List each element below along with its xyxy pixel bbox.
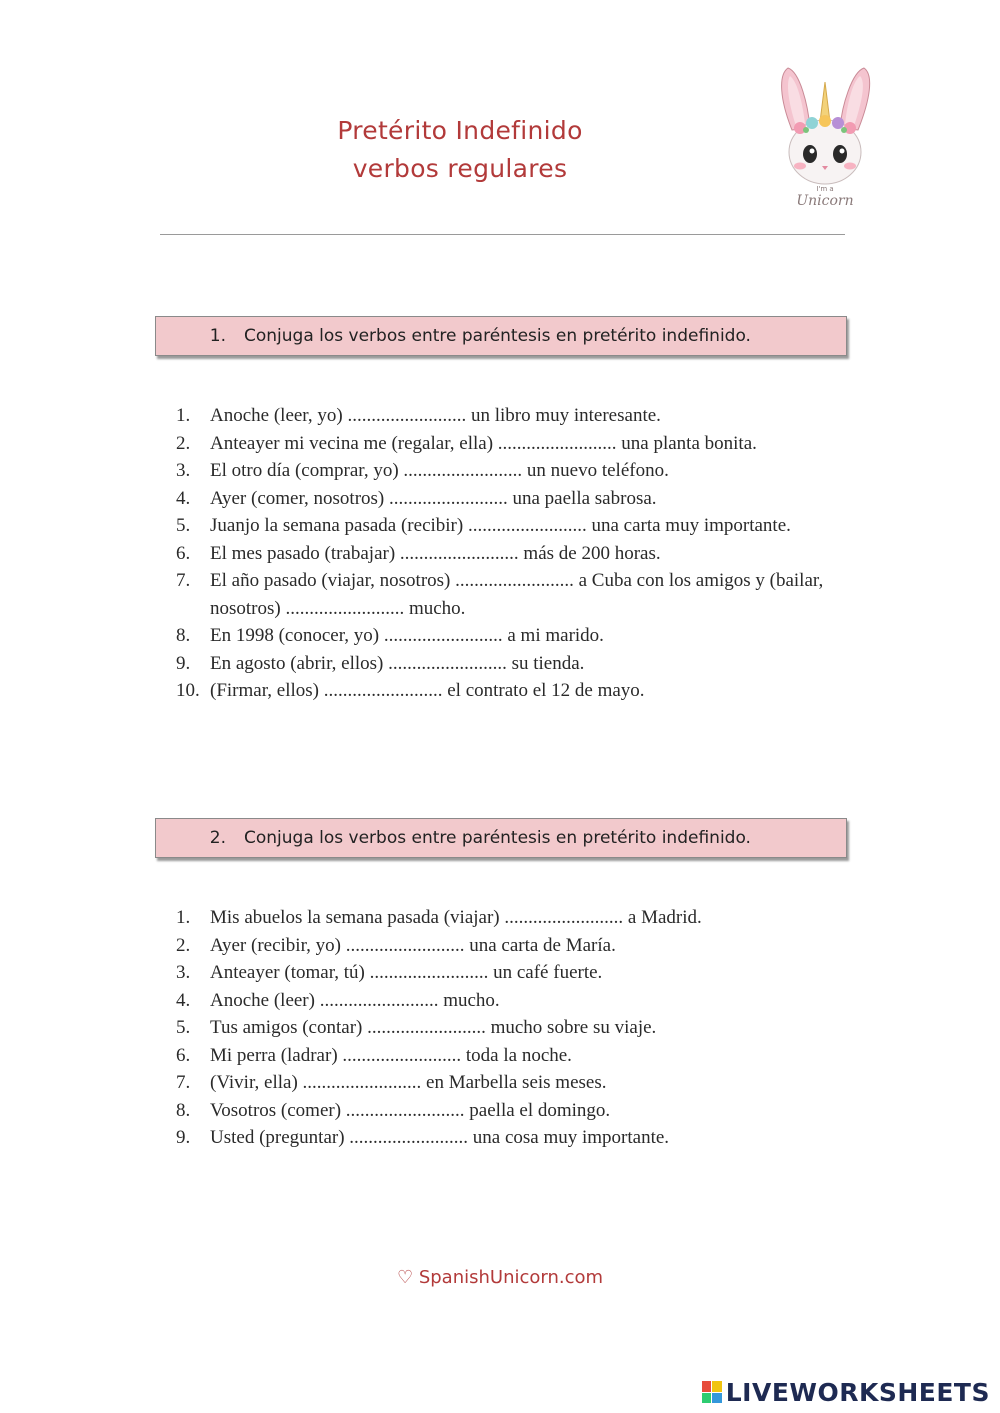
list-item: 5. Juanjo la semana pasada (recibir) ......................... una carta muy importante. bbox=[176, 515, 791, 536]
exercise-2-instruction-box bbox=[155, 818, 847, 858]
logo-text: Unicorn bbox=[796, 193, 854, 209]
exercise-2-number: 2. bbox=[209, 828, 226, 848]
list-item: 9. Usted (preguntar) ......................... una cosa muy importante. bbox=[176, 1127, 670, 1148]
list-item: 1. Mis abuelos la semana pasada (viajar) ......................... a Madrid. bbox=[176, 907, 702, 928]
unicorn-bunny-logo bbox=[770, 60, 880, 210]
list-item: 1. Anoche (leer, yo) ......................... un libro muy interesante. bbox=[176, 405, 661, 426]
list-item: 6. El mes pasado (trabajar) ......................... más de 200 horas. bbox=[176, 542, 661, 564]
list-item: 7. El año pasado (viajar, nosotros) ......................... a Cuba con los amigos y (bailar, nosotros) ......................... mucho. bbox=[176, 570, 824, 619]
exercise-2-list bbox=[176, 904, 866, 1152]
liveworksheets-wordmark: LIVEWORKSHEETS bbox=[725, 1377, 990, 1407]
list-item: 3. Anteayer (tomar, tú) ......................... un café fuerte. bbox=[176, 962, 603, 983]
exercise-1-instruction-box bbox=[155, 316, 847, 356]
list-item: 4. Ayer (comer, nosotros) ......................... una paella sabrosa. bbox=[176, 487, 657, 509]
list-item: 3. El otro día (comprar, yo) ......................... un nuevo teléfono. bbox=[176, 460, 669, 481]
worksheet-title bbox=[200, 112, 720, 188]
exercise-1-list bbox=[176, 402, 846, 705]
list-item: 10. (Firmar, ellos) ......................... el contrato el 12 de mayo. bbox=[176, 680, 645, 701]
exercise-1-instruction: Conjuga los verbos entre paréntesis en pretérito indefinido. bbox=[244, 326, 751, 346]
title-line-2: verbos regulares bbox=[352, 154, 568, 183]
liveworksheets-brand[interactable] bbox=[702, 1378, 990, 1406]
list-item: 5. Tus amigos (contar) ......................... mucho sobre su viaje. bbox=[176, 1017, 657, 1038]
list-item: 4. Anoche (leer) ......................... mucho. bbox=[176, 989, 500, 1011]
footer-site-text: SpanishUnicorn.com bbox=[418, 1267, 604, 1288]
heart-icon: ♡ bbox=[396, 1267, 414, 1288]
liveworksheets-logo-icon bbox=[702, 1381, 722, 1403]
exercise-2-instruction: Conjuga los verbos entre paréntesis en pretérito indefinido. bbox=[244, 828, 751, 848]
list-item: 2. Anteayer mi vecina me (regalar, ella) ......................... una planta bonita. bbox=[176, 432, 757, 454]
list-item: 9. En agosto (abrir, ellos) ......................... su tienda. bbox=[176, 652, 585, 674]
list-item: 2. Ayer (recibir, yo) ......................... una carta de María. bbox=[176, 934, 616, 956]
footer-site-link[interactable] bbox=[0, 1267, 1000, 1288]
logo-small-text: I'm a bbox=[816, 185, 834, 193]
list-item: 7. (Vivir, ella) ......................... en Marbella seis meses. bbox=[176, 1072, 607, 1093]
title-line-1: Pretérito Indefinido bbox=[337, 116, 583, 145]
list-item: 6. Mi perra (ladrar) ......................... toda la noche. bbox=[176, 1044, 572, 1066]
exercise-1-number: 1. bbox=[209, 326, 226, 346]
list-item: 8. En 1998 (conocer, yo) ......................... a mi marido. bbox=[176, 625, 604, 646]
header-divider bbox=[160, 234, 845, 235]
list-item: 8. Vosotros (comer) ......................... paella el domingo. bbox=[176, 1099, 611, 1121]
